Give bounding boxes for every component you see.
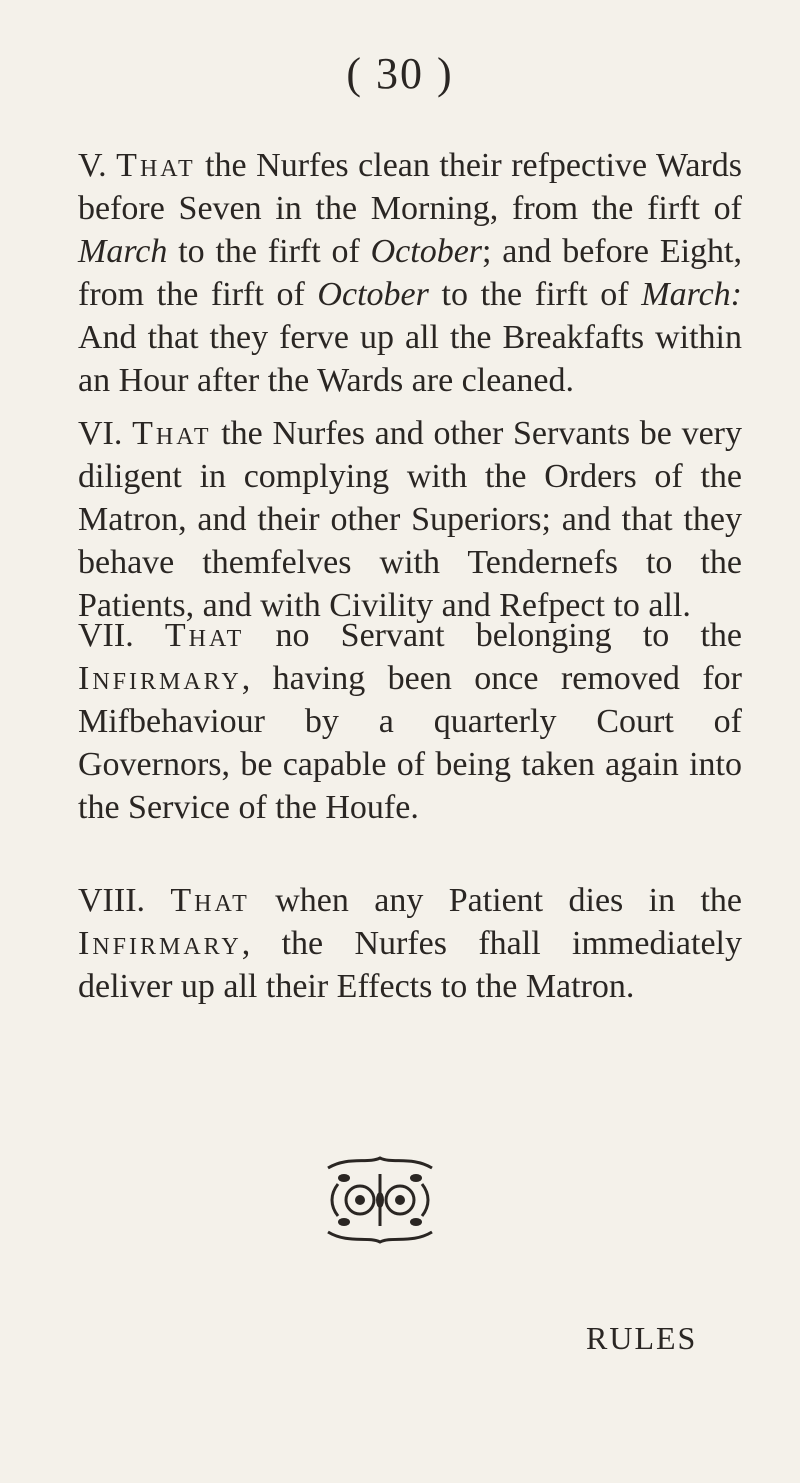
rule-v [78, 144, 742, 402]
rule-v-text: to the firft of [167, 233, 371, 270]
rule-vii [78, 614, 742, 829]
rule-vii-text: , having been once removed for Mifbehaviour by a quarterly Court of Governors, be capable of being taken again into the Service of the Houfe. [78, 660, 742, 826]
rule-vi-text: the Nurfes and other Servants be very diligent in complying with the Orders of the Matron, and their other Superiors; and that they behave themfelves with Tendernefs to the Patients, and with Civility and Refpect to all. [78, 415, 743, 624]
rule-vi [78, 412, 742, 627]
rule-vi-lead: That [132, 415, 212, 452]
rule-vii-numeral: VII. [78, 617, 134, 654]
rule-vii-lead: That [164, 617, 245, 654]
rule-viii-numeral: VIII. [78, 882, 146, 919]
rule-v-text: to the firft of [428, 276, 642, 313]
month-march: March: [641, 276, 742, 313]
month-october: October [317, 276, 429, 313]
rule-v-numeral: V. [78, 147, 107, 184]
institution-name: Infirmary [78, 660, 242, 697]
rule-viii [78, 879, 742, 1008]
rule-vii-text: no Servant belonging to the [244, 617, 742, 654]
rule-v-text: And that they ferve up all the Breakfafts within an Hour after the Wards are cleaned. [78, 319, 742, 399]
rule-v-text: the Nurfes clean their refpective Wards before Seven in the Morning, from the firft of [78, 147, 742, 227]
rule-v-lead: That [116, 147, 196, 184]
catchword: RULES [586, 1320, 698, 1356]
page-number: ( 30 ) [346, 49, 454, 98]
institution-name: Infirmary [78, 925, 242, 962]
rule-viii-text: when any Patient dies in the [249, 882, 742, 919]
month-october: October [370, 233, 483, 270]
floral-ornament-icon [318, 1150, 442, 1250]
rule-viii-lead: That [170, 882, 250, 919]
rule-vi-numeral: VI. [78, 415, 123, 452]
rule-v-text: ; and before Eight, from the firft of [78, 233, 742, 313]
rule-viii-text: , the Nurfes fhall immediately deliver up all their Effects to the Matron. [78, 925, 742, 1005]
month-march: March [78, 233, 168, 270]
